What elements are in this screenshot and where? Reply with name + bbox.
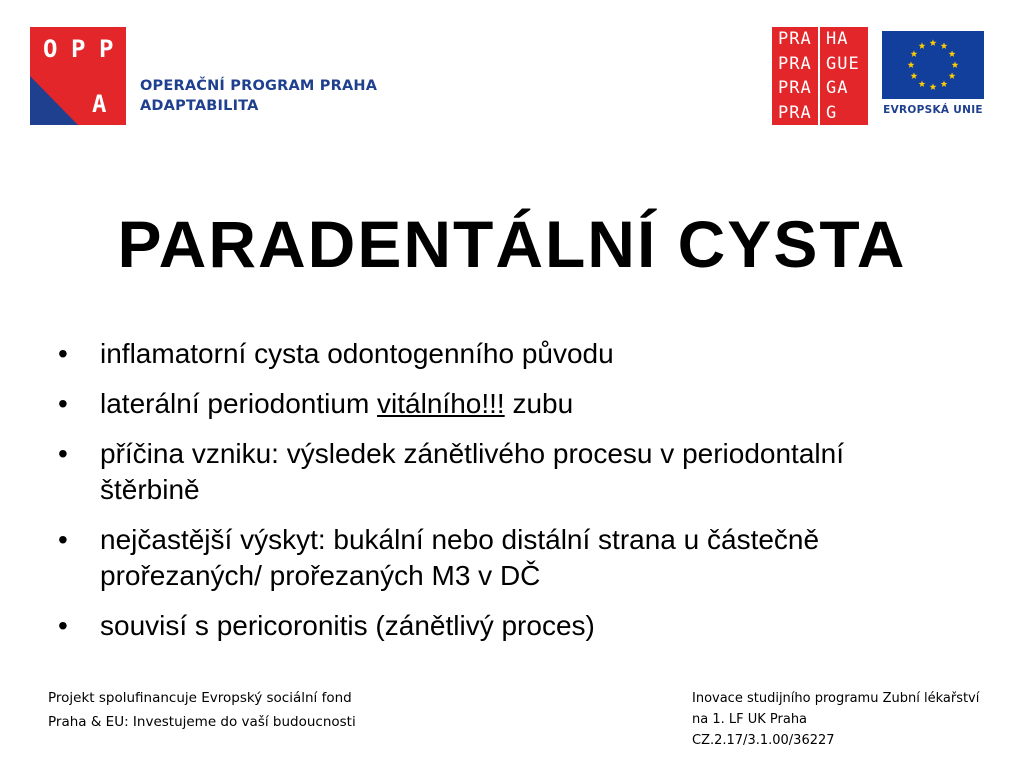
footer-right-line1: Inovace studijního programu Zubní lékařství <box>692 691 980 706</box>
oppa-letter-p1: P <box>71 35 86 63</box>
bullet-item <box>58 436 858 508</box>
oppa-letter-o: O <box>43 35 58 63</box>
bullet-marker: • <box>58 338 68 369</box>
bullet-item <box>58 386 858 422</box>
oppa-letter-p2: P <box>99 35 114 63</box>
bullet-text: inflamatorní cysta odontogenního původu <box>100 338 614 369</box>
praha-logo-cell: HA <box>826 29 849 50</box>
praha-logo-cell: PRA <box>772 101 820 126</box>
bullet-text: příčina vzniku: výsledek zánětlivého procesu v periodontalní štěrbině <box>100 438 844 505</box>
eu-flag-icon <box>882 31 984 99</box>
eu-caption: EVROPSKÁ UNIE <box>883 104 983 116</box>
bullet-text-after: zubu <box>504 388 574 419</box>
bullet-marker: • <box>58 388 68 419</box>
slide-title: PARADENTÁLNÍ CYSTA <box>117 207 907 281</box>
bullet-item <box>58 522 858 594</box>
footer-left-line1: Projekt spolufinancuje Evropský sociální fond <box>48 690 352 706</box>
bullet-text: nejčastější výskyt: bukální nebo distální strana u částečně prořezaných/ prořezaných M3 v DČ <box>100 524 820 591</box>
praha-logo-cell: PRA <box>772 76 820 101</box>
footer-right-line2: na 1. LF UK Praha <box>692 712 808 727</box>
eu-logo <box>882 31 984 121</box>
oppa-letter-a: A <box>92 90 107 118</box>
praha-logo <box>772 27 868 125</box>
oppa-program-name <box>140 76 377 116</box>
praha-logo-cell: PRA <box>772 27 820 52</box>
bullet-marker: • <box>58 438 68 469</box>
footer-esf-note <box>48 686 388 734</box>
oppa-logo <box>30 27 126 125</box>
bullet-text-before: laterální periodontium <box>100 388 378 419</box>
bullet-text-underlined: vitálního!!! <box>377 388 505 419</box>
bullet-marker: • <box>58 524 68 555</box>
praha-logo-cell: GUE <box>826 53 860 74</box>
bullet-marker: • <box>58 610 68 641</box>
title-background <box>126 130 956 200</box>
footer-right-line3: CZ.2.17/3.1.00/36227 <box>692 733 835 748</box>
oppa-program-line2: ADAPTABILITA <box>140 98 259 114</box>
footer-left-line2: Praha & EU: Investujeme do vaší budoucnosti <box>48 714 356 730</box>
praha-logo-cell: PRA <box>772 52 820 77</box>
bullet-text: souvisí s pericoronitis (zánětlivý proces) <box>100 610 595 641</box>
bullet-item <box>58 336 858 372</box>
bullet-list <box>58 336 858 658</box>
praha-logo-cell: GA <box>826 78 849 99</box>
bullet-item <box>58 608 858 644</box>
praha-logo-cell: G <box>826 102 838 123</box>
oppa-program-line1: OPERAČNÍ PROGRAM PRAHA <box>140 78 378 94</box>
footer-project-note <box>692 688 1012 751</box>
